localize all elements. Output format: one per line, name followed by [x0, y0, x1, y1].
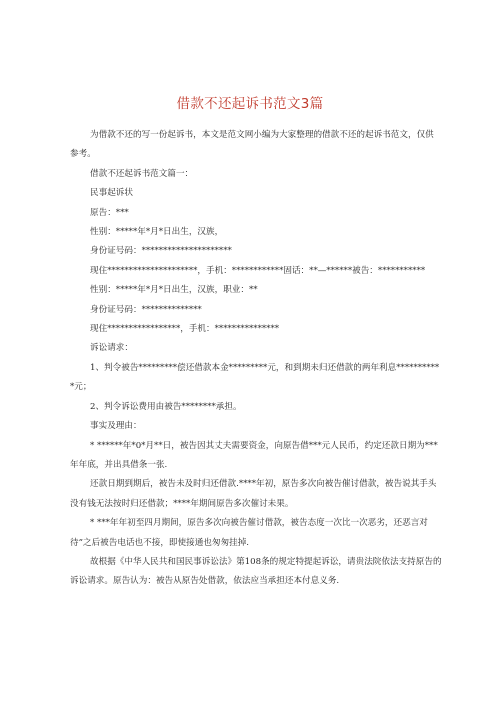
defendant-id-line: 身份证号码：**************: [90, 304, 202, 315]
document-title: 借款不还起诉书范文3篇: [176, 96, 324, 112]
plaintiff-gender-line: 性别：*****年*月*日出生，汉族，: [90, 227, 224, 238]
claims-heading: 诉讼请求：: [90, 343, 133, 354]
plaintiff-id-line: 身份证号码：*********************: [90, 246, 232, 257]
claim-item-2: 2、判令诉讼费用由被告********承担。: [90, 401, 242, 412]
facts-paragraph-3: * ***年年初至四月期间，原告多次向被告催讨借款，被告态度一次比一次恶劣，还恶言对待”之后被告电话也不接，即使接通也匆匆挂掉.: [70, 518, 428, 548]
defendant-address-line: 现住*****************，手机：***************: [90, 324, 280, 335]
section-heading: 借款不还起诉书范文篇一：: [90, 168, 194, 179]
plaintiff-line: 原告：***: [90, 207, 129, 218]
defendant-gender-line: 性别：*****年*月*日出生，汉族，职业：**: [90, 285, 258, 296]
facts-heading: 事实及理由：: [90, 421, 142, 432]
claim-item-1: 1、判令被告*********偿还借款本金*********元，和到期未归还借款的两年利息***********元；: [70, 362, 440, 393]
plaintiff-address-line: 现住*********************，手机：************固话：**—******被告：***********: [90, 265, 426, 276]
intro-paragraph: 为借款不还的写一份起诉书，本文是范文网小编为大家整理的借款不还的起诉书范文，仅供参考。: [70, 130, 434, 160]
form-title: 民事起诉状: [90, 188, 133, 199]
legal-basis-paragraph: 故根据《中华人民共和国民事诉讼法》第108条的规定特提起诉讼，请贵法院依法支持原告的诉讼请求。原告认为：被告从原告处借款，依法应当承担还本付息义务.: [70, 556, 442, 587]
facts-paragraph-1: * ******年*0*月**日，被告因其丈夫需要资金，向原告借***元人民币，约定还款日期为***年年底，并出具借条一张.: [70, 440, 438, 470]
facts-paragraph-2: 还款日期到期后，被告未及时归还借款.****年初，原告多次向被告催讨借款，被告说其手头没有钱无法按时归还借款；****年期间原告多次催讨未果。: [70, 479, 437, 509]
document-body: [70, 126, 442, 592]
